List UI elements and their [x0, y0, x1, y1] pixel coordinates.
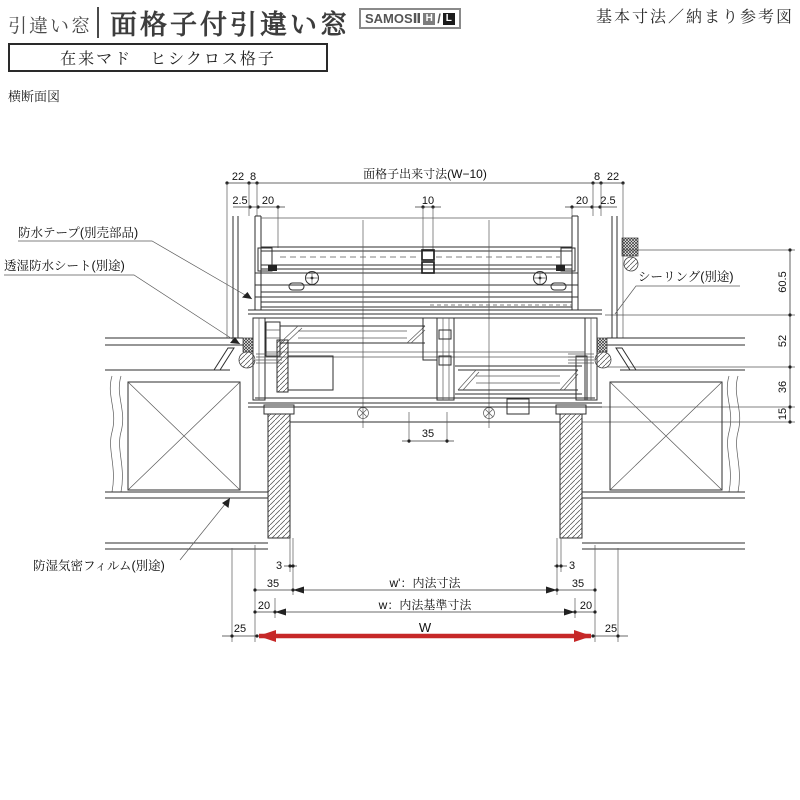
dim-52: 52 — [777, 334, 789, 348]
dim-8-left: 8 — [249, 171, 257, 183]
dim-35-bottom-right: 35 — [571, 578, 585, 590]
w-base-dimension-label: w：内法基準寸法 — [378, 598, 472, 612]
sash-lock-stile — [277, 340, 288, 392]
badge-l-mark: L — [443, 13, 455, 25]
dim-35-bottom-left: 35 — [266, 578, 280, 590]
dim-10-center: 10 — [421, 195, 435, 207]
breathable-sheet-text: 透湿防水シート(別途) — [4, 259, 125, 273]
grille-slot-right — [551, 283, 566, 290]
sealing-text: シーリング(別途) — [638, 270, 734, 284]
dim-25-right: 25 — [604, 623, 618, 635]
face-grille — [255, 216, 578, 310]
category-title: 引違い窓 — [8, 16, 93, 37]
dim-36: 36 — [777, 380, 789, 394]
badge-separator: / — [437, 11, 441, 26]
dim-3-left: 3 — [275, 560, 283, 572]
backer-rod-right — [595, 352, 611, 368]
badge-h-mark: H — [423, 13, 435, 25]
bottom-dimensions — [222, 538, 628, 642]
dim-20-bottom-left: 20 — [257, 600, 271, 612]
dim-3-right: 3 — [568, 560, 576, 572]
backer-rod-left — [239, 352, 255, 368]
label-sealing — [615, 269, 740, 314]
sash-interlock — [437, 318, 454, 400]
glass-panel-interior — [458, 370, 578, 390]
dim-22-right: 22 — [606, 171, 620, 183]
label-breathable-sheet — [4, 258, 240, 344]
dim-20-bottom-right: 20 — [579, 600, 593, 612]
w-inner-dimension-label: w'：内法寸法 — [389, 576, 461, 590]
grille-center-clip — [422, 250, 434, 273]
exterior-sash — [266, 318, 437, 392]
grille-width-dimension-label: 面格子出来寸法(W−10) — [363, 167, 487, 181]
sealing-patch-right-upper — [622, 238, 638, 256]
main-title: 面格子付引違い窓 — [110, 10, 350, 40]
waterproof-tape-text: 防水テープ(別売部品) — [18, 226, 139, 240]
dim-25-left: 2.5 — [232, 195, 248, 207]
wall-stud-left — [128, 382, 240, 490]
grille-slot-left — [289, 283, 304, 290]
grille-screw-right — [534, 272, 547, 285]
interior-casing-left — [264, 405, 294, 538]
wall-stud-right — [610, 382, 722, 490]
dim-2.5-right: 2.5 — [600, 195, 616, 207]
dim-20-left: 20 — [261, 195, 275, 207]
section-label: 横断面図 — [8, 89, 61, 104]
glass-panel-exterior — [280, 326, 425, 343]
w-total-label: W — [418, 620, 432, 635]
backer-rod-right-upper — [624, 257, 638, 271]
interior-casing-right — [556, 405, 586, 538]
subtitle-box: 在来マド ヒシクロス格子 — [8, 43, 328, 72]
moisture-film-text: 防湿気密フィルム(別途) — [33, 559, 165, 573]
dim-22-left: 22 — [231, 171, 245, 183]
sash-handle-block — [288, 356, 333, 390]
sealing-patch-left — [243, 338, 253, 352]
center-dimension-35 — [402, 412, 454, 443]
spec-note: 基本寸法／納まり参考図 — [595, 9, 794, 26]
dim-15: 15 — [777, 407, 789, 421]
sealing-patch-right — [597, 338, 607, 352]
break-line-right — [727, 376, 739, 492]
badge-series-name: SAMOSⅡ — [365, 10, 422, 26]
top-dimensions — [227, 166, 623, 338]
dim-8-right: 8 — [593, 171, 601, 183]
furring-strip-left — [214, 348, 234, 370]
label-moisture-film — [33, 498, 230, 573]
dim-60-5: 60.5 — [777, 271, 789, 293]
dim-25-left: 25 — [233, 623, 247, 635]
break-line-left — [110, 376, 122, 492]
right-wall — [568, 216, 745, 549]
dim-20-right: 20 — [575, 195, 589, 207]
grille-screw-left — [306, 272, 319, 285]
dim-35-center: 35 — [421, 428, 435, 440]
